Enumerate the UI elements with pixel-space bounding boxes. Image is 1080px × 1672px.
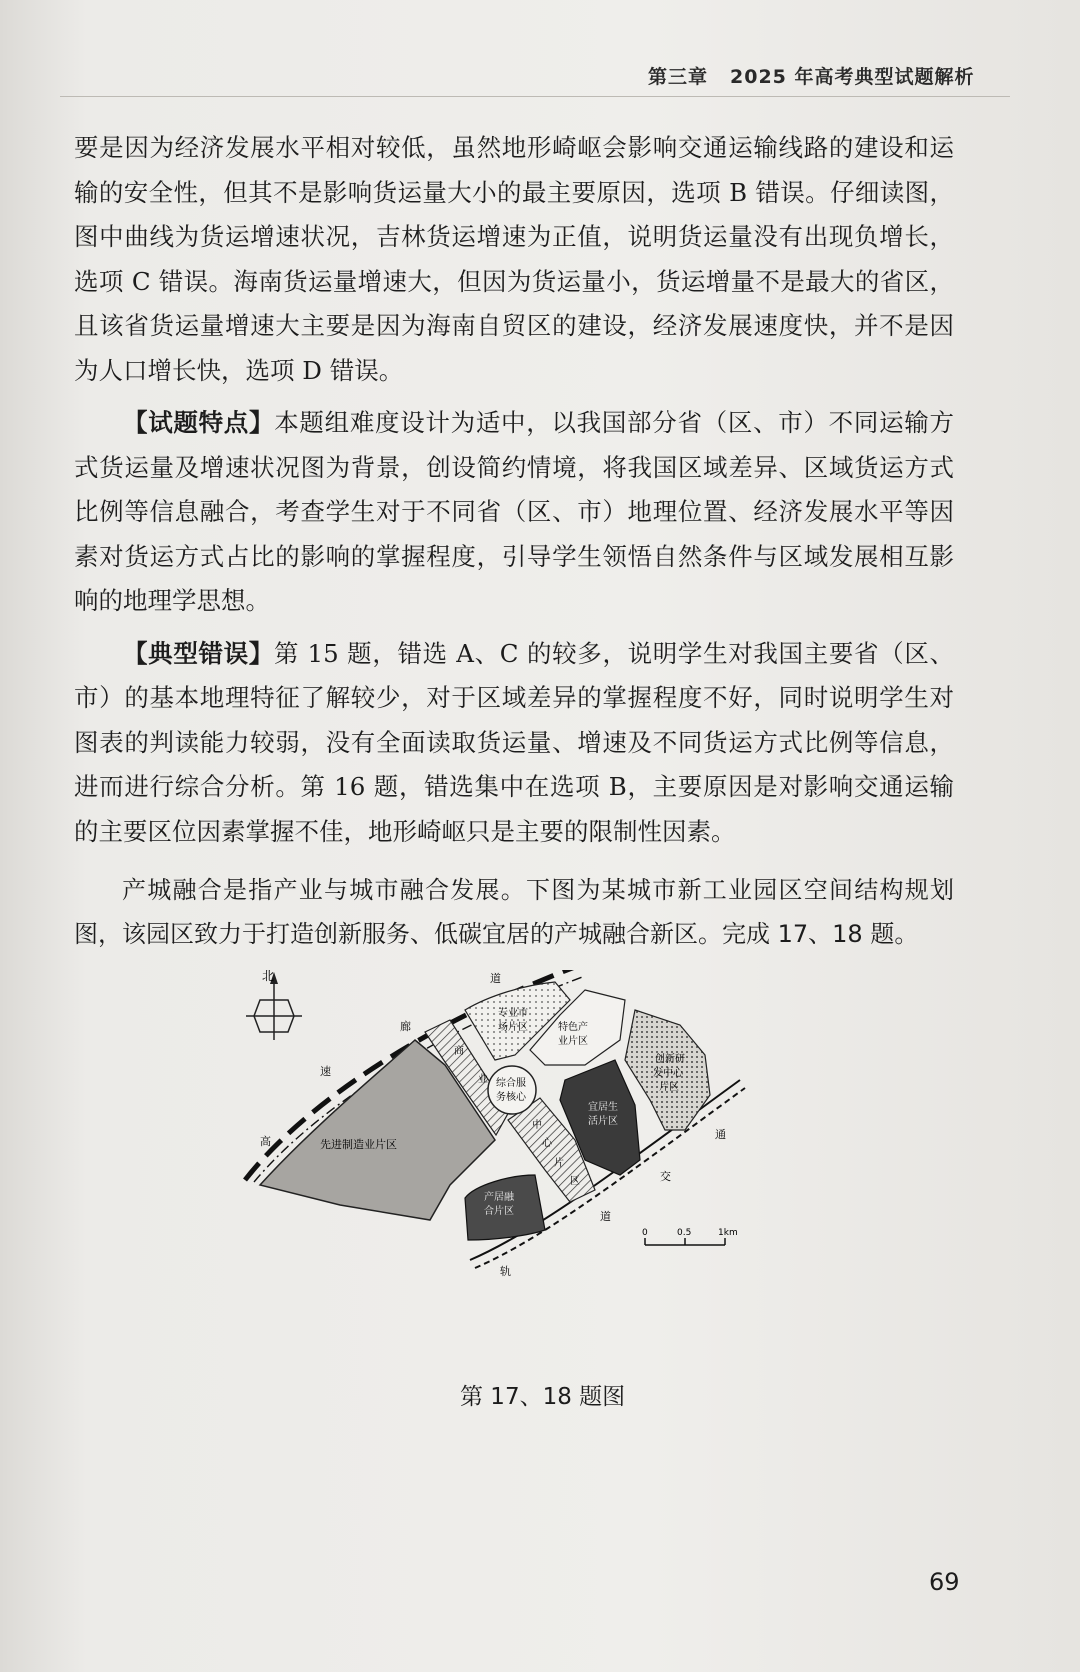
chapter-label: 第三章 — [648, 66, 709, 88]
paragraph-errors — [74, 632, 954, 855]
center-char-2: 心 — [542, 1138, 552, 1149]
features-label: 【试题特点】 — [123, 408, 275, 437]
features-text: 本题组难度设计为适中，以我国部分省（区、市）不同运输方式货运量及增速状况图为背景，创设简约情境，将我国区域差异、区域货运方式比例等信息融合，考查学生对于不同省（区、市）地理位置、经济发展水平等因素对货运方式占比的影响的掌握程度，引导学生领悟自然条件与区域发展相互影响的地理学思想。 — [74, 408, 954, 615]
analysis-text — [74, 126, 954, 854]
zone-service-core — [488, 1066, 536, 1114]
paragraph-features — [74, 401, 954, 624]
rail-char-4: 通 — [715, 1128, 726, 1141]
rail-char-3: 交 — [660, 1170, 671, 1183]
paragraph-continuation: 要是因为经济发展水平相对较低，虽然地形崎岖会影响交通运输线路的建设和运输的安全性，但其不是影响货运量大小的最主要原因，选项 B 错误。仔细读图，图中曲线为货运增速状况，吉林货运增速为正值，说明货运量没有出现负增长，选项 C 错误。海南货运量增速大，但因为货运量小，货运增量不是最大的省区，且该省货运量增速大主要是因为海南自贸区的建设，经济发展速度快，并不是因为人口增长快，选项 D 错误。 — [74, 133, 954, 385]
scale-bar — [642, 1228, 738, 1245]
highway-char-2: 速 — [320, 1065, 331, 1078]
header-divider — [60, 96, 1010, 97]
errors-text: 第 15 题，错选 A、C 的较多，说明学生对我国主要省（区、市）的基本地理特征了解较少，对于区域差异的掌握程度不好，同时说明学生对图表的判读能力较弱，没有全面读取货运量、增速及不同货运方式比例等信息，进而进行综合分析。第 16 题，错选集中在选项 B，主要原因是对影响交通运输的主要区位因素掌握不佳，地形崎岖只是主要的限制性因素。 — [74, 638, 954, 846]
rail-char-1: 轨 — [500, 1265, 511, 1278]
running-header — [648, 62, 997, 89]
featured-industry-label-1: 特色产 — [558, 1022, 588, 1033]
rail-char-2: 道 — [600, 1210, 611, 1223]
innovation-label-1: 创新研 — [655, 1054, 685, 1065]
professional-market-label-1: 专业市 — [498, 1008, 528, 1019]
service-core-label-2: 务核心 — [496, 1092, 526, 1103]
question-intro — [74, 868, 954, 956]
north-arrow-icon — [246, 970, 302, 1040]
intro-text: 产城融合是指产业与城市融合发展。下图为某城市新工业园区空间结构规划图，该园区致力于打造创新服务、低碳宜居的产城融合新区。完成 17、18 题。 — [74, 876, 954, 948]
scale-0: 0 — [642, 1228, 648, 1238]
north-label: 北 — [262, 970, 275, 983]
innovation-label-3: 片区 — [659, 1082, 679, 1093]
scale-half: 0.5 — [677, 1228, 692, 1238]
industry-residence-label-2: 合片区 — [484, 1206, 514, 1217]
professional-market-label-2: 场片区 — [498, 1022, 528, 1033]
highway-char-4: 道 — [490, 972, 501, 985]
livable-label-1: 宜居生 — [588, 1102, 618, 1113]
park-map-figure — [240, 970, 800, 1340]
innovation-label-2: 发中心 — [653, 1068, 683, 1079]
page-number: 69 — [929, 1568, 960, 1596]
commercial-char-1: 商 — [454, 1046, 464, 1057]
park-map — [240, 970, 800, 1340]
scale-1km: 1km — [718, 1228, 738, 1238]
service-core-label-1: 综合服 — [496, 1078, 526, 1089]
center-char-1: 中 — [532, 1120, 542, 1131]
livable-label-2: 活片区 — [588, 1116, 618, 1127]
header-title: 2025 年高考典型试题解析 — [730, 66, 975, 88]
featured-industry-label-2: 业片区 — [558, 1036, 588, 1047]
center-char-4: 区 — [570, 1176, 580, 1187]
highway-char-3: 廊 — [400, 1020, 411, 1033]
errors-label: 【典型错误】 — [123, 638, 274, 668]
commercial-char-2: 业 — [478, 1074, 488, 1085]
highway-char-1: 高 — [260, 1135, 271, 1148]
figure-caption: 第 17、18 题图 — [460, 1384, 626, 1410]
center-char-3: 片 — [554, 1158, 564, 1169]
zone-advanced-manufacturing-label: 先进制造业片区 — [320, 1138, 397, 1151]
industry-residence-label-1: 产居融 — [484, 1192, 514, 1203]
